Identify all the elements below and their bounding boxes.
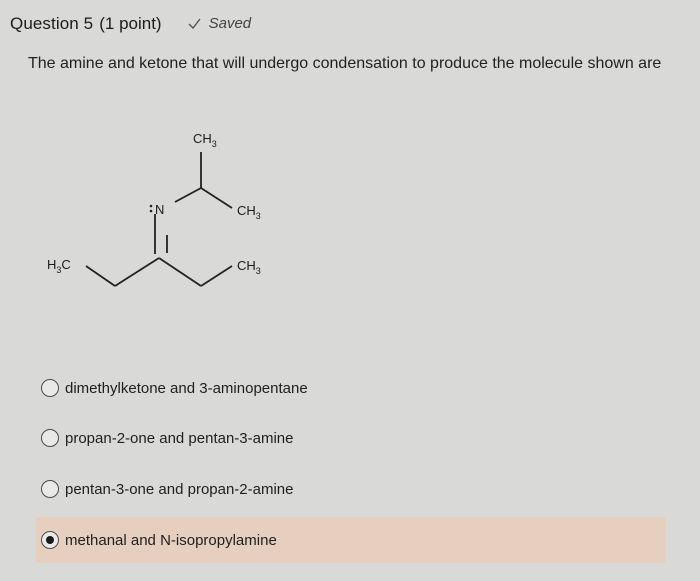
saved-label: Saved	[208, 15, 252, 32]
answer-option[interactable]	[36, 468, 666, 510]
h3c-left-label: $H_3C$	[47, 257, 71, 275]
checkmark-icon	[188, 18, 201, 29]
ch3-top-label: $CH_3$	[193, 131, 217, 149]
answer-option-selected[interactable]	[36, 517, 666, 563]
molecule-structure	[0, 110, 400, 310]
radio-dot	[46, 536, 54, 544]
molecule-diagram	[0, 110, 400, 310]
question-points: (1 point)	[99, 14, 162, 33]
lone-pair-dot	[150, 205, 153, 208]
question-title: Question 5	[10, 14, 94, 33]
lone-pair-dot	[150, 210, 153, 213]
answer-option[interactable]	[36, 417, 666, 459]
option-label: propan-2-one and pentan-3-amine	[65, 429, 294, 447]
radio-button-selected[interactable]	[41, 531, 59, 549]
option-label: methanal and N-isopropylamine	[65, 531, 277, 549]
option-label: dimethylketone and 3-aminopentane	[65, 379, 308, 397]
question-prompt: The amine and ketone that will undergo condensation to produce the molecule shown are	[28, 55, 662, 72]
ch3-right-lower-label: $CH_3$	[237, 258, 261, 276]
saved-status	[188, 15, 252, 32]
radio-button[interactable]	[41, 480, 59, 498]
radio-button[interactable]	[41, 379, 59, 397]
answer-option[interactable]	[36, 367, 666, 409]
radio-button[interactable]	[41, 429, 59, 447]
option-label: pentan-3-one and propan-2-amine	[65, 480, 294, 498]
nitrogen-label: N	[155, 202, 165, 217]
question-header	[10, 14, 251, 34]
ch3-right-upper-label: $CH_3$	[237, 203, 261, 221]
